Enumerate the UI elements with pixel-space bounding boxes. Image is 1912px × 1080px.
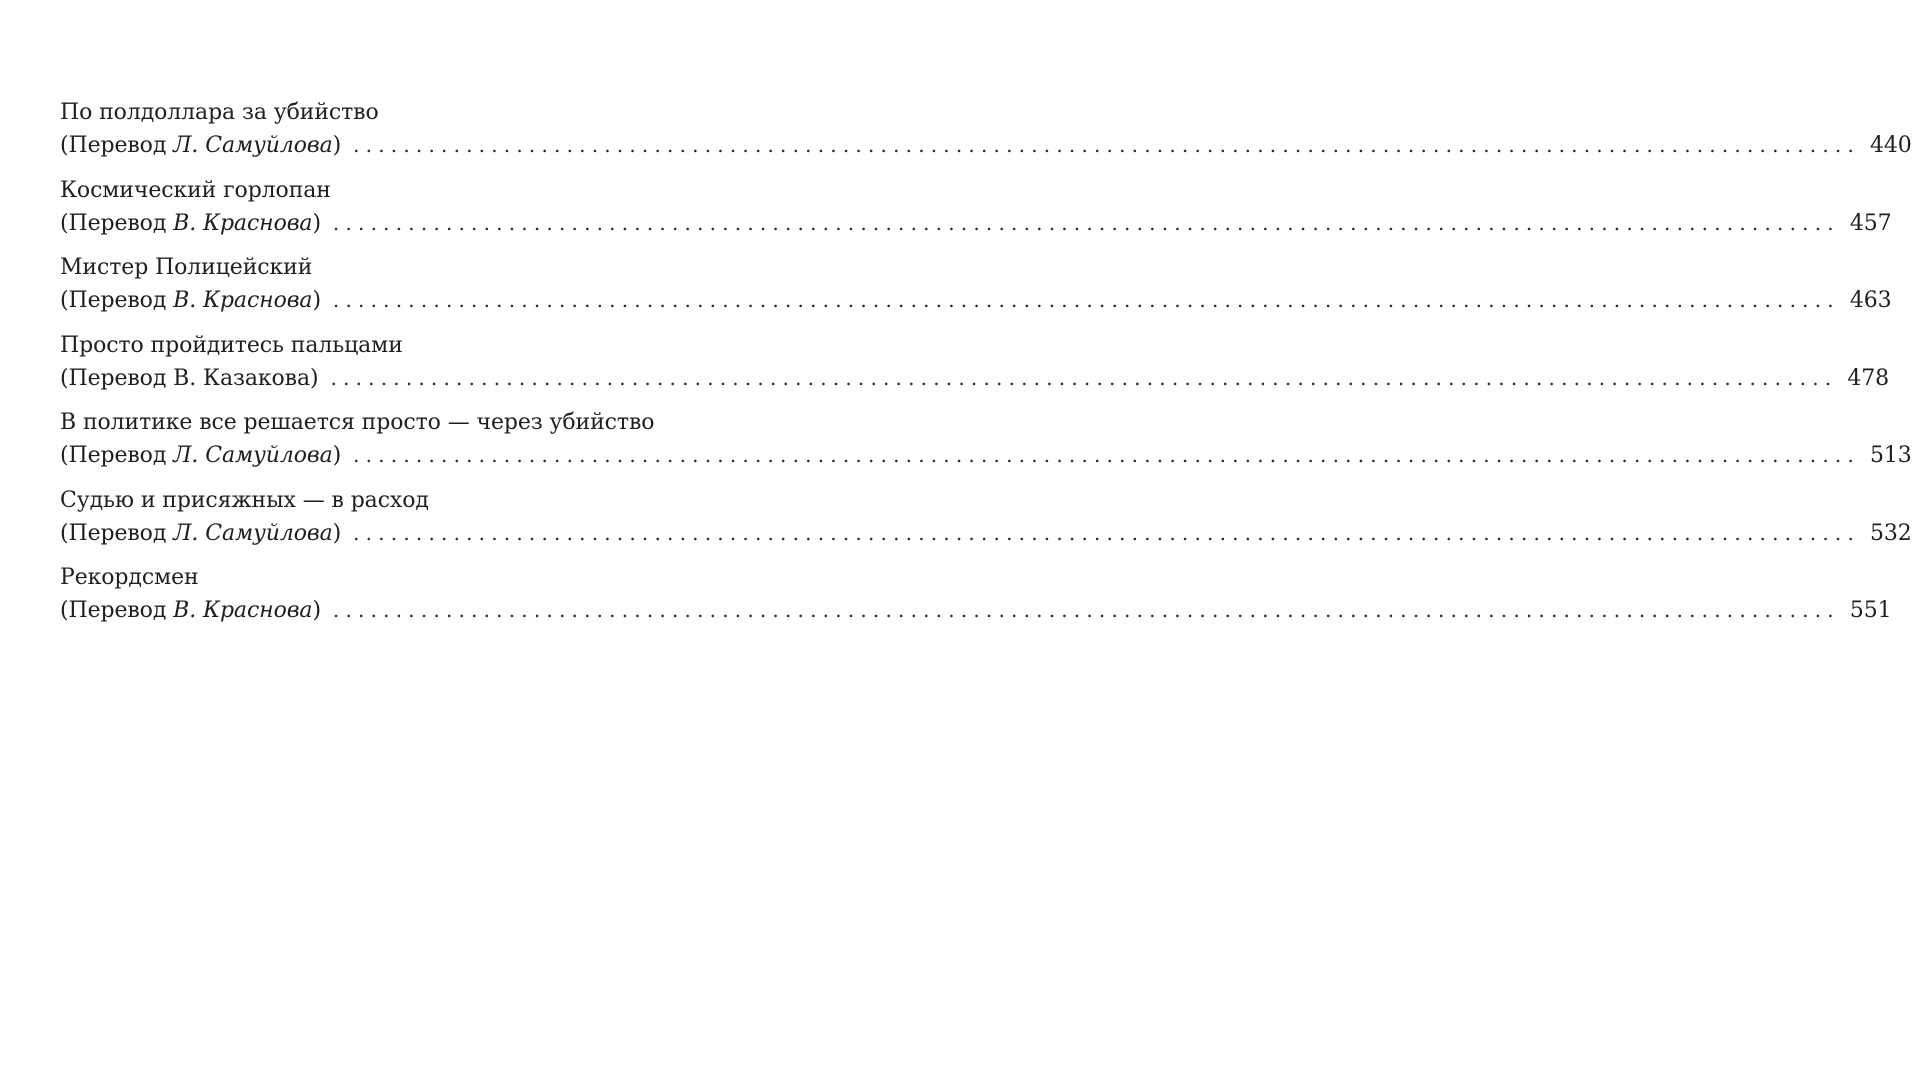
toc-entry-translation-line (60, 285, 1892, 315)
toc-entry-title: Мистер Полицейский (60, 255, 313, 280)
translation-prefix: (Перевод (60, 210, 174, 236)
translator-name: В. Краснова (173, 210, 313, 236)
translation-credit (60, 209, 321, 239)
page-number: 457 (1849, 210, 1892, 236)
dot-leader: ........................................................................................................................ (332, 210, 1840, 235)
translator-name: Л. Самуйлова (173, 520, 333, 546)
translation-credit (60, 441, 341, 471)
translation-prefix: (Перевод (60, 443, 174, 468)
translation-prefix: (Перевод (60, 133, 174, 158)
toc-entry (60, 486, 1912, 564)
toc-entry-translation-line (60, 595, 1892, 625)
translator-name: Л. Самуйлова (173, 443, 333, 468)
translation-prefix: (Перевод (60, 365, 174, 391)
translation-suffix: ) (312, 288, 321, 313)
dot-leader: ........................................................................................................................ (332, 598, 1840, 622)
translation-prefix: (Перевод (60, 288, 174, 313)
dot-leader: ........................................................................................................................ (353, 443, 1860, 467)
toc-entry (60, 253, 1892, 331)
toc-entry (60, 563, 1892, 641)
translation-suffix: ) (332, 443, 342, 468)
toc-entry-title: Рекордсмен (60, 565, 199, 590)
dot-leader: ........................................................................................................................ (353, 133, 1860, 157)
page-number: 551 (1849, 598, 1892, 623)
translation-credit (60, 364, 318, 394)
page-number: 440 (1870, 133, 1912, 158)
translation-credit (60, 596, 321, 626)
translation-suffix: ) (312, 210, 321, 236)
translation-suffix: ) (332, 520, 342, 546)
table-of-contents (60, 98, 1912, 641)
translator-name: В. Краснова (173, 598, 313, 623)
toc-entry-title: В политике все решается просто — через убийство (60, 410, 655, 435)
page-number: 532 (1870, 520, 1912, 546)
page-number: 478 (1847, 365, 1890, 391)
toc-entry-title: По полдоллара за убийство (60, 100, 379, 125)
translation-credit (60, 131, 341, 161)
translator-name: В. Краснова (173, 288, 313, 313)
translation-prefix: (Перевод (60, 598, 174, 623)
translation-credit (60, 519, 341, 549)
toc-entry-translation-line (60, 518, 1912, 548)
page-number: 463 (1849, 288, 1892, 313)
toc-entry-translation-line (60, 130, 1912, 160)
toc-entry-translation-line (60, 208, 1892, 238)
dot-leader: ........................................................................................................................ (330, 365, 1838, 390)
translation-suffix: ) (332, 133, 342, 158)
toc-entry-title: Космический горлопан (60, 177, 331, 203)
page-number: 513 (1870, 443, 1912, 468)
translator-name: Л. Самуйлова (173, 133, 333, 158)
dot-leader: ........................................................................................................................ (332, 288, 1840, 312)
toc-entry (60, 408, 1912, 486)
toc-entry (60, 331, 1890, 409)
translation-suffix: ) (309, 365, 319, 391)
translation-credit (60, 286, 321, 316)
toc-entry (60, 98, 1912, 176)
toc-entry-translation-line (60, 363, 1890, 393)
toc-entry-translation-line (60, 440, 1912, 470)
toc-entry (60, 176, 1892, 254)
translation-prefix: (Перевод (60, 520, 174, 546)
dot-leader: ........................................................................................................................ (353, 520, 1860, 545)
translator-name: В. Казакова (173, 365, 310, 391)
toc-entry-title: Просто пройдитесь пальцами (60, 332, 403, 358)
translation-suffix: ) (312, 598, 321, 623)
toc-entry-title: Судью и присяжных — в расход (60, 487, 429, 513)
